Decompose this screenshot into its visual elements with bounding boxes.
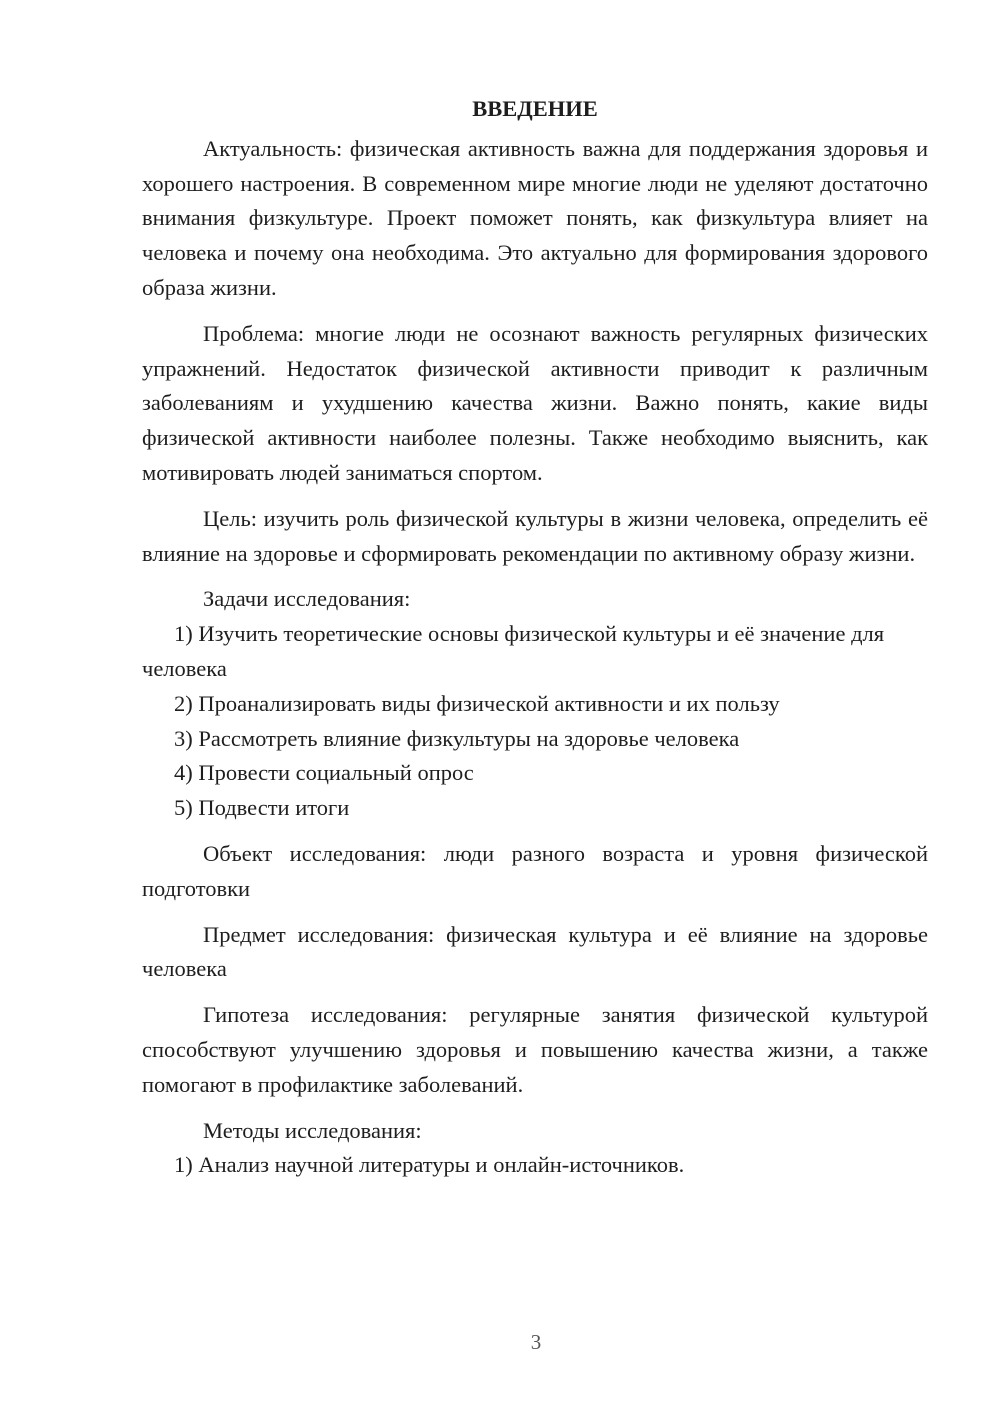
task-item: 4) Провести социальный опрос (174, 760, 474, 786)
problem-paragraph: Проблема: многие люди не осознают важность регулярных физических упражнений. Недостаток физической активности приводит к различным заболеваниям и ухудшению качества жизни. Важно понять, какие виды физической активности наиболее полезны. Также необходимо выяснить, как мотивировать людей заниматься спортом. (142, 320, 928, 485)
relevance-paragraph: Актуальность: физическая активность важна для поддержания здоровья и хорошего настроения. В современном мире многие люди не уделяют достаточно внимания физкультуре. Проект поможет понять, как физкультура влияет на человека и почему она необходима. Это актуально для формирования здорового образа жизни. (142, 135, 928, 300)
task-item: 1) Изучить теоретические основы физической культуры и её значение для человека (142, 621, 885, 681)
document-page (142, 92, 928, 1183)
object-paragraph: Объект исследования: люди разного возраста и уровня физической подготовки (142, 840, 928, 901)
subject-paragraph: Предмет исследования: физическая культура и её влияние на здоровье человека (142, 921, 928, 982)
goal-paragraph: Цель: изучить роль физической культуры в жизни человека, определить её влияние на здоровье и сформировать рекомендации по активному образу жизни. (142, 505, 928, 566)
methods-heading: Методы исследования: (203, 1117, 422, 1143)
task-item: 2) Проанализировать виды физической активности и их пользу (174, 690, 780, 716)
task-item: 3) Рассмотреть влияние физкультуры на здоровье человека (174, 725, 740, 751)
tasks-heading: Задачи исследования: (203, 586, 411, 612)
task-item: 5) Подвести итоги (174, 795, 350, 821)
method-item: 1) Анализ научной литературы и онлайн-источников. (174, 1152, 685, 1178)
hypothesis-paragraph: Гипотеза исследования: регулярные занятия физической культурой способствуют улучшению здоровья и повышению качества жизни, а также помогают в профилактике заболеваний. (142, 1002, 928, 1097)
page-number: 3 (530, 1330, 542, 1354)
section-title: ВВЕДЕНИЕ (472, 96, 598, 121)
